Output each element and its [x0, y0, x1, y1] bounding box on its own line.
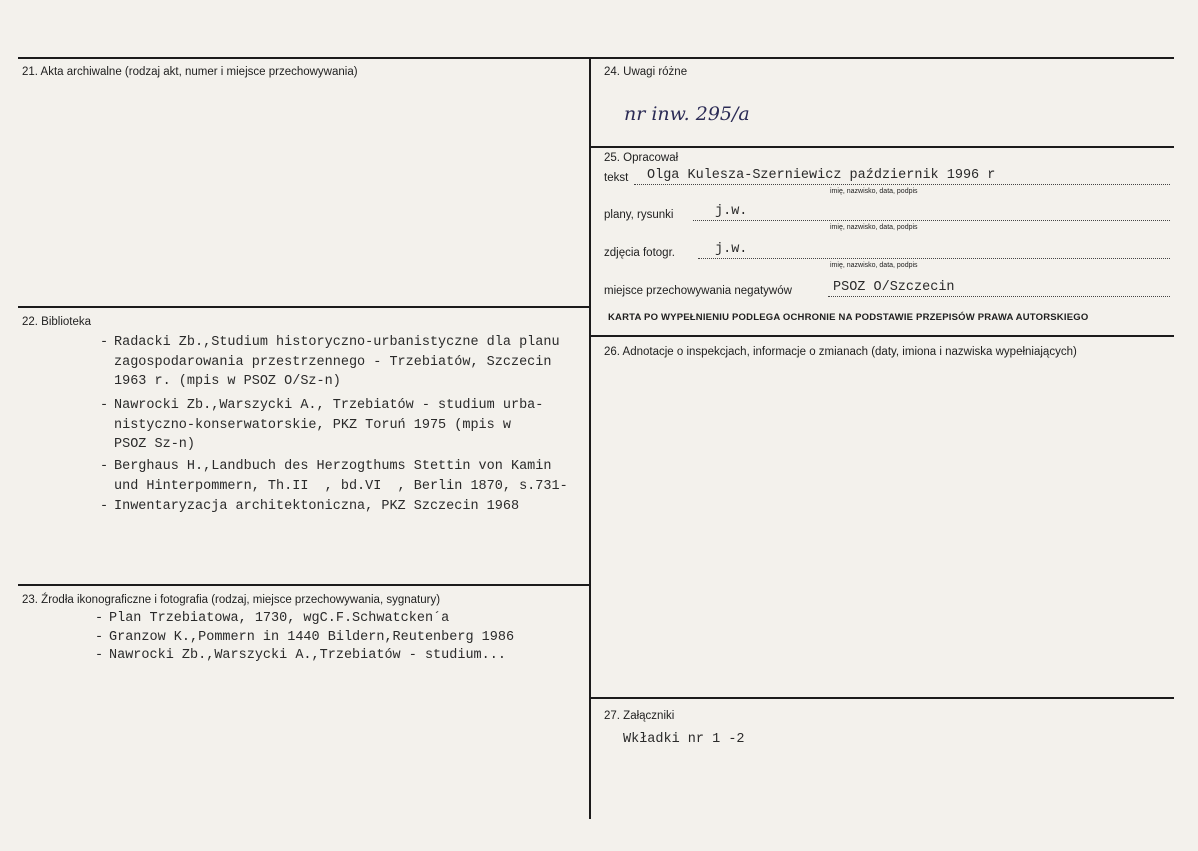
right-divider-26: [590, 335, 1174, 337]
section-24-title: 24. Uwagi różne: [604, 66, 688, 78]
top-border: [18, 57, 1174, 59]
right-divider-25: [590, 146, 1174, 148]
zdjecia-dotted-line: [698, 258, 1170, 259]
section-21-title: 21. Akta archiwalne (rodzaj akt, numer i miejsce przechowywania): [22, 66, 358, 78]
plany-sublabel: imię, nazwisko, data, podpis: [830, 224, 918, 231]
section-23-title: 23. Źrodła ikonograficzne i fotografia (rodzaj, miejsce przechowywania, sygnatury): [22, 594, 441, 606]
section-27-title: 27. Załączniki: [604, 710, 675, 722]
list-dash: -: [95, 611, 104, 626]
tekst-label: tekst: [604, 172, 629, 184]
center-divider: [589, 57, 591, 819]
iconography-text: Granzow K.,Pommern in 1440 Bildern,Reutenberg 1986: [109, 630, 515, 645]
zdjecia-sublabel: imię, nazwisko, data, podpis: [830, 262, 918, 269]
iconography-text: Plan Trzebiatowa, 1730, wgC.F.Schwatcken´a: [109, 611, 450, 626]
left-divider-22: [18, 306, 590, 308]
list-dash: -: [100, 499, 109, 514]
plany-value: j.w.: [715, 204, 748, 219]
attachments-value: Wkładki nr 1 -2: [623, 732, 745, 747]
tekst-value: Olga Kulesza-Szerniewicz październik 1996 r: [647, 168, 996, 183]
list-dash: -: [100, 335, 109, 350]
miejsce-label: miejsce przechowywania negatywów: [604, 285, 792, 297]
right-divider-27: [590, 697, 1174, 699]
list-dash: -: [100, 459, 109, 474]
miejsce-value: PSOZ O/Szczecin: [833, 280, 955, 295]
zdjecia-value: j.w.: [715, 242, 748, 257]
zdjecia-label: zdjęcia fotogr.: [604, 247, 675, 259]
section-22-title: 22. Biblioteka: [22, 316, 92, 328]
copyright-warning: KARTA PO WYPEŁNIENIU PODLEGA OCHRONIE NA PODSTAWIE PRZEPISÓW PRAWA AUTORSKIEGO: [608, 312, 1089, 323]
tekst-sublabel: imię, nazwisko, data, podpis: [830, 188, 918, 195]
plany-dotted-line: [693, 220, 1170, 221]
bibliography-text: Radacki Zb.,Studium historyczno-urbanistyczne dla planu zagospodarowania przestrzennego - Trzebiatów, Szczecin 1963 r. (mpis w PSOZ O/Sz-n): [114, 335, 560, 389]
iconography-text: Nawrocki Zb.,Warszycki A.,Trzebiatów - studium...: [109, 648, 506, 663]
section-25-title: 25. Opracował: [604, 152, 679, 164]
section-26-title: 26. Adnotacje o inspekcjach, informacje o zmianach (daty, imiona i nazwiska wypełniających): [604, 346, 1077, 358]
bibliography-text: Nawrocki Zb.,Warszycki A., Trzebiatów - studium urba- nistyczno-konserwatorskie, PKZ Toruń 1975 (mpis w PSOZ Sz-n): [114, 398, 544, 452]
left-divider-23: [18, 584, 590, 586]
bibliography-text: Berghaus H.,Landbuch des Herzogthums Stettin von Kamin und Hinterpommern, Th.II , bd.VI , Berlin 1870, s.731-: [114, 459, 568, 494]
list-dash: -: [100, 398, 109, 413]
list-dash: -: [95, 648, 104, 663]
plany-label: plany, rysunki: [604, 209, 674, 221]
inventory-number-handwritten: nr inw. 295/a: [624, 103, 750, 125]
list-dash: -: [95, 630, 104, 645]
bibliography-text: Inwentaryzacja architektoniczna, PKZ Szczecin 1968: [114, 499, 520, 514]
